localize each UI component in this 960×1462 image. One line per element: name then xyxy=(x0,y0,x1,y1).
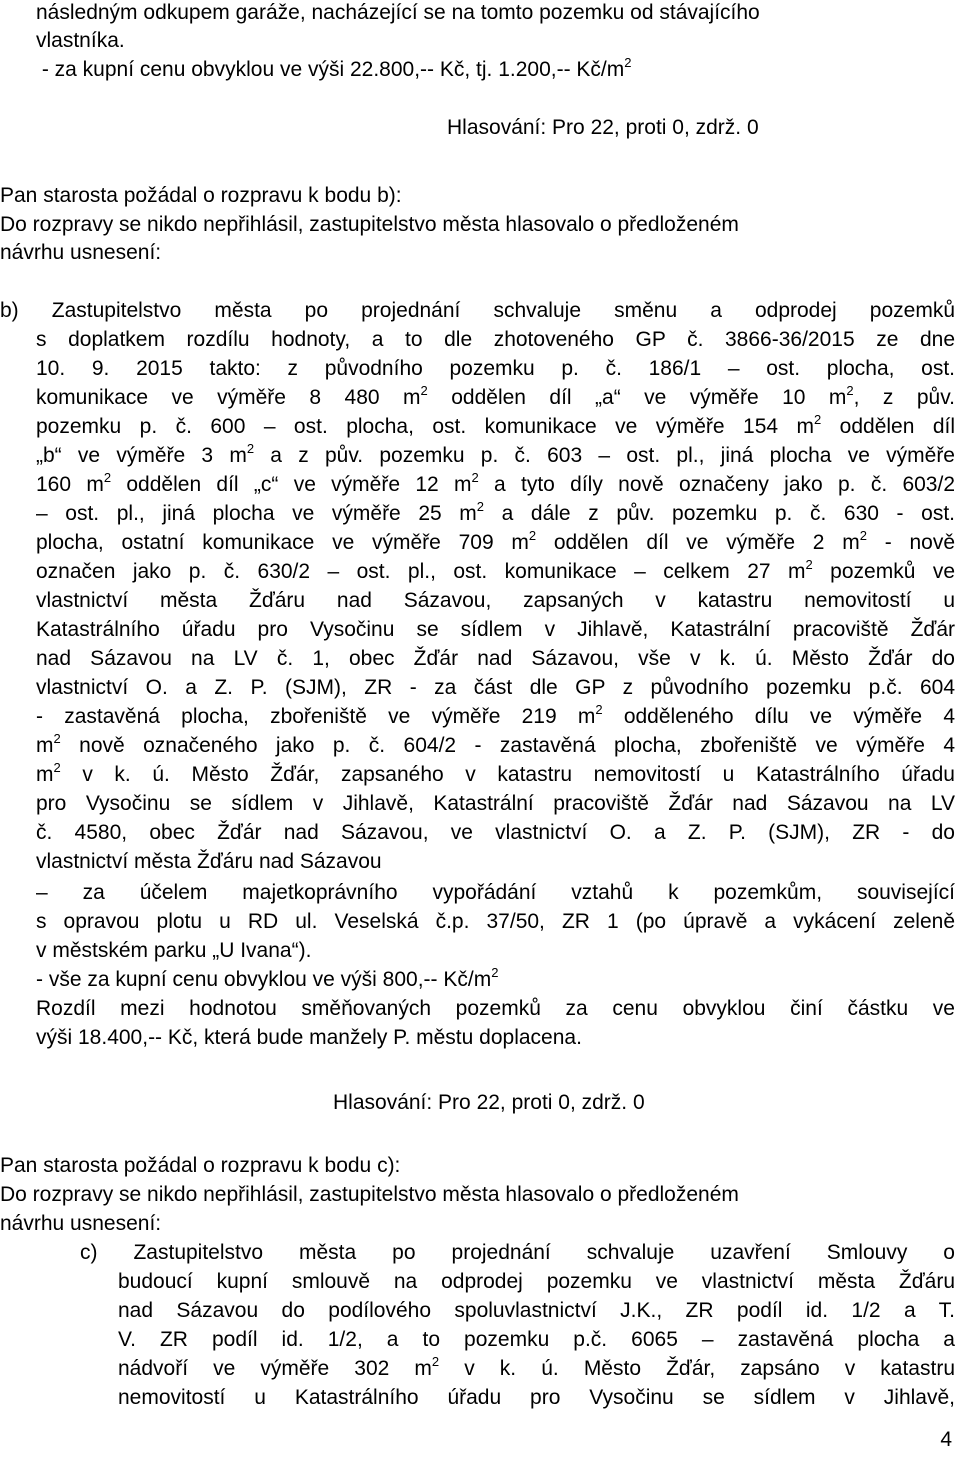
text-span: v k. ú. Město Žďár, zapsáno v katastru xyxy=(439,1357,955,1380)
resolution-line: č. 4580, obec Žďár nad Sázavou, ve vlastnictví O. a Z. P. (SJM), ZR - do xyxy=(36,821,955,844)
resolution-line: nemovitostí u Katastrálního úřadu pro Vysočinu se sídlem v Jihlavě, xyxy=(118,1386,955,1409)
text-span: „b“ ve výměře 3 m xyxy=(36,444,247,467)
superscript: 2 xyxy=(491,965,499,980)
text-span: komunikace ve výměře 8 480 m xyxy=(36,386,421,409)
text-span: oddělen díl „c“ ve výměře 12 m xyxy=(111,473,472,496)
text-span: plocha, ostatní komunikace ve výměře 709 m xyxy=(36,531,529,554)
text-span: - zastavěná plocha, zbořeniště ve výměře 219 m xyxy=(36,705,596,728)
resolution-line xyxy=(36,967,498,993)
resolution-line: v městském parku „U Ivana“). xyxy=(36,939,312,962)
text-span: v k. ú. Město Žďár, zapsaného v katastru nemovitostí u Katastrálního úřadu xyxy=(60,763,955,786)
superscript: 2 xyxy=(53,731,61,746)
superscript: 2 xyxy=(431,1354,440,1369)
resolution-line: – za účelem majetkoprávního vypořádání vztahů k pozemkům, související xyxy=(36,881,955,904)
text-line xyxy=(36,57,632,83)
text-span: a dále z pův. pozemku p. č. 630 - ost. xyxy=(484,502,955,525)
text-span: nově označeného jako p. č. 604/2 - zastavěná plocha, zbořeniště ve výměře 4 xyxy=(60,734,955,757)
text-span: nádvoří ve výměře 302 m xyxy=(118,1357,432,1380)
text-line: Pan starosta požádal o rozpravu k bodu c): xyxy=(0,1154,401,1177)
superscript: 2 xyxy=(813,412,822,427)
superscript: 2 xyxy=(246,441,255,456)
resolution-line: budoucí kupní smlouvě na odprodej pozemku ve vlastnictví města Žďáru xyxy=(118,1270,955,1293)
resolution-line: nad Sázavou do podílového spoluvlastnictví J.K., ZR podíl id. 1/2 a T. xyxy=(118,1299,955,1322)
vote-result: Hlasování: Pro 22, proti 0, zdrž. 0 xyxy=(447,116,759,139)
resolution-line xyxy=(36,733,955,759)
text-line: návrhu usnesení: xyxy=(0,1212,162,1235)
text-span: - nově xyxy=(866,531,956,554)
text-span: pozemku p. č. 600 – ost. plocha, ost. komunikace ve výměře 154 m xyxy=(36,415,814,438)
superscript: 2 xyxy=(624,55,632,70)
superscript: 2 xyxy=(805,557,813,572)
text-line: vlastníka. xyxy=(36,29,125,52)
resolution-line xyxy=(36,501,955,527)
resolution-line: pro Vysočinu se sídlem v Jihlavě, Katastrální pracoviště Žďár nad Sázavou na LV xyxy=(36,792,955,815)
text-line: Pan starosta požádal o rozpravu k bodu b): xyxy=(0,184,402,207)
text-line: Do rozpravy se nikdo nepřihlásil, zastupitelstvo města hlasovalo o předloženém xyxy=(0,213,739,236)
resolution-line: nad Sázavou na LV č. 1, obec Žďár nad Sázavou, vše v k. ú. Město Žďár do xyxy=(36,647,955,670)
resolution-line: c) Zastupitelstvo města po projednání schvaluje uzavření Smlouvy o xyxy=(80,1241,955,1264)
text-span: oddělen díl „a“ ve výměře 10 m xyxy=(427,386,847,409)
resolution-line: Rozdíl mezi hodnotou směňovaných pozemků za cenu obvyklou činí částku ve xyxy=(36,997,955,1020)
text-span: oddělen díl xyxy=(821,415,956,438)
superscript: 2 xyxy=(420,383,428,398)
text-span: m xyxy=(36,734,54,757)
superscript: 2 xyxy=(846,383,854,398)
resolution-line: s doplatkem rozdílu hodnoty, a to dle zhotoveného GP č. 3866-36/2015 ze dne xyxy=(36,328,955,351)
resolution-line: vlastnictví města Žďáru nad Sázavou, zapsaných v katastru nemovitostí u xyxy=(36,589,955,612)
text-span: odděleného dílu ve výměře 4 xyxy=(602,705,956,728)
text-span: m xyxy=(36,763,54,786)
superscript: 2 xyxy=(53,760,61,775)
text-span: pozemků ve xyxy=(812,560,955,583)
text-span: označen jako p. č. 630/2 – ost. pl., ost. komunikace – celkem 27 m xyxy=(36,560,806,583)
superscript: 2 xyxy=(476,499,485,514)
resolution-line xyxy=(36,559,955,585)
superscript: 2 xyxy=(528,528,537,543)
resolution-line xyxy=(36,530,955,556)
text-line: následným odkupem garáže, nacházející se na tomto pozemku od stávajícího xyxy=(36,1,760,24)
resolution-line xyxy=(36,762,955,788)
resolution-line xyxy=(118,1356,955,1382)
resolution-line: V. ZR podíl id. 1/2, a to pozemku p.č. 6065 – zastavěná plocha a xyxy=(118,1328,955,1351)
resolution-line xyxy=(36,704,955,730)
text-span: oddělen díl ve výměře 2 m xyxy=(536,531,860,554)
resolution-line: Katastrálního úřadu pro Vysočinu se sídlem v Jihlavě, Katastrální pracoviště Žďár xyxy=(36,618,955,641)
resolution-line xyxy=(36,472,955,498)
superscript: 2 xyxy=(595,702,603,717)
text-span: - za kupní cenu obvyklou ve výši 22.800,-- Kč, tj. 1.200,-- Kč/m xyxy=(36,58,625,81)
superscript: 2 xyxy=(103,470,112,485)
resolution-line: vlastnictví města Žďáru nad Sázavou xyxy=(36,850,382,873)
resolution-line: b) Zastupitelstvo města po projednání schvaluje směnu a odprodej pozemků xyxy=(0,299,955,322)
text-span: a z pův. pozemku p. č. 603 – ost. pl., jiná plocha ve výměře xyxy=(254,444,955,467)
page-number: 4 xyxy=(940,1428,952,1451)
resolution-line xyxy=(36,385,955,411)
text-span: , z pův. xyxy=(853,386,955,409)
resolution-line: výši 18.400,-- Kč, která bude manžely P. městu doplacena. xyxy=(36,1026,582,1049)
text-span: 160 m xyxy=(36,473,104,496)
text-line: návrhu usnesení: xyxy=(0,241,162,264)
text-span: - vše za kupní cenu obvyklou ve výši 800,-- Kč/m xyxy=(36,968,492,991)
resolution-line xyxy=(36,414,955,440)
text-span: a tyto díly nově označeny jako p. č. 603/2 xyxy=(478,473,956,496)
vote-result: Hlasování: Pro 22, proti 0, zdrž. 0 xyxy=(333,1091,645,1114)
resolution-line: s opravou plotu u RD ul. Veselská č.p. 37/50, ZR 1 (po úpravě a vykácení zeleně xyxy=(36,910,955,933)
superscript: 2 xyxy=(859,528,867,543)
resolution-line: vlastnictví O. a Z. P. (SJM), ZR - za část dle GP z původního pozemku p.č. 604 xyxy=(36,676,955,699)
text-span: – ost. pl., jiná plocha ve výměře 25 m xyxy=(36,502,477,525)
resolution-line: 10. 9. 2015 takto: z původního pozemku p. č. 186/1 – ost. plocha, ost. xyxy=(36,357,955,380)
superscript: 2 xyxy=(471,470,479,485)
text-line: Do rozpravy se nikdo nepřihlásil, zastupitelstvo města hlasovalo o předloženém xyxy=(0,1183,739,1206)
resolution-line xyxy=(36,443,955,469)
